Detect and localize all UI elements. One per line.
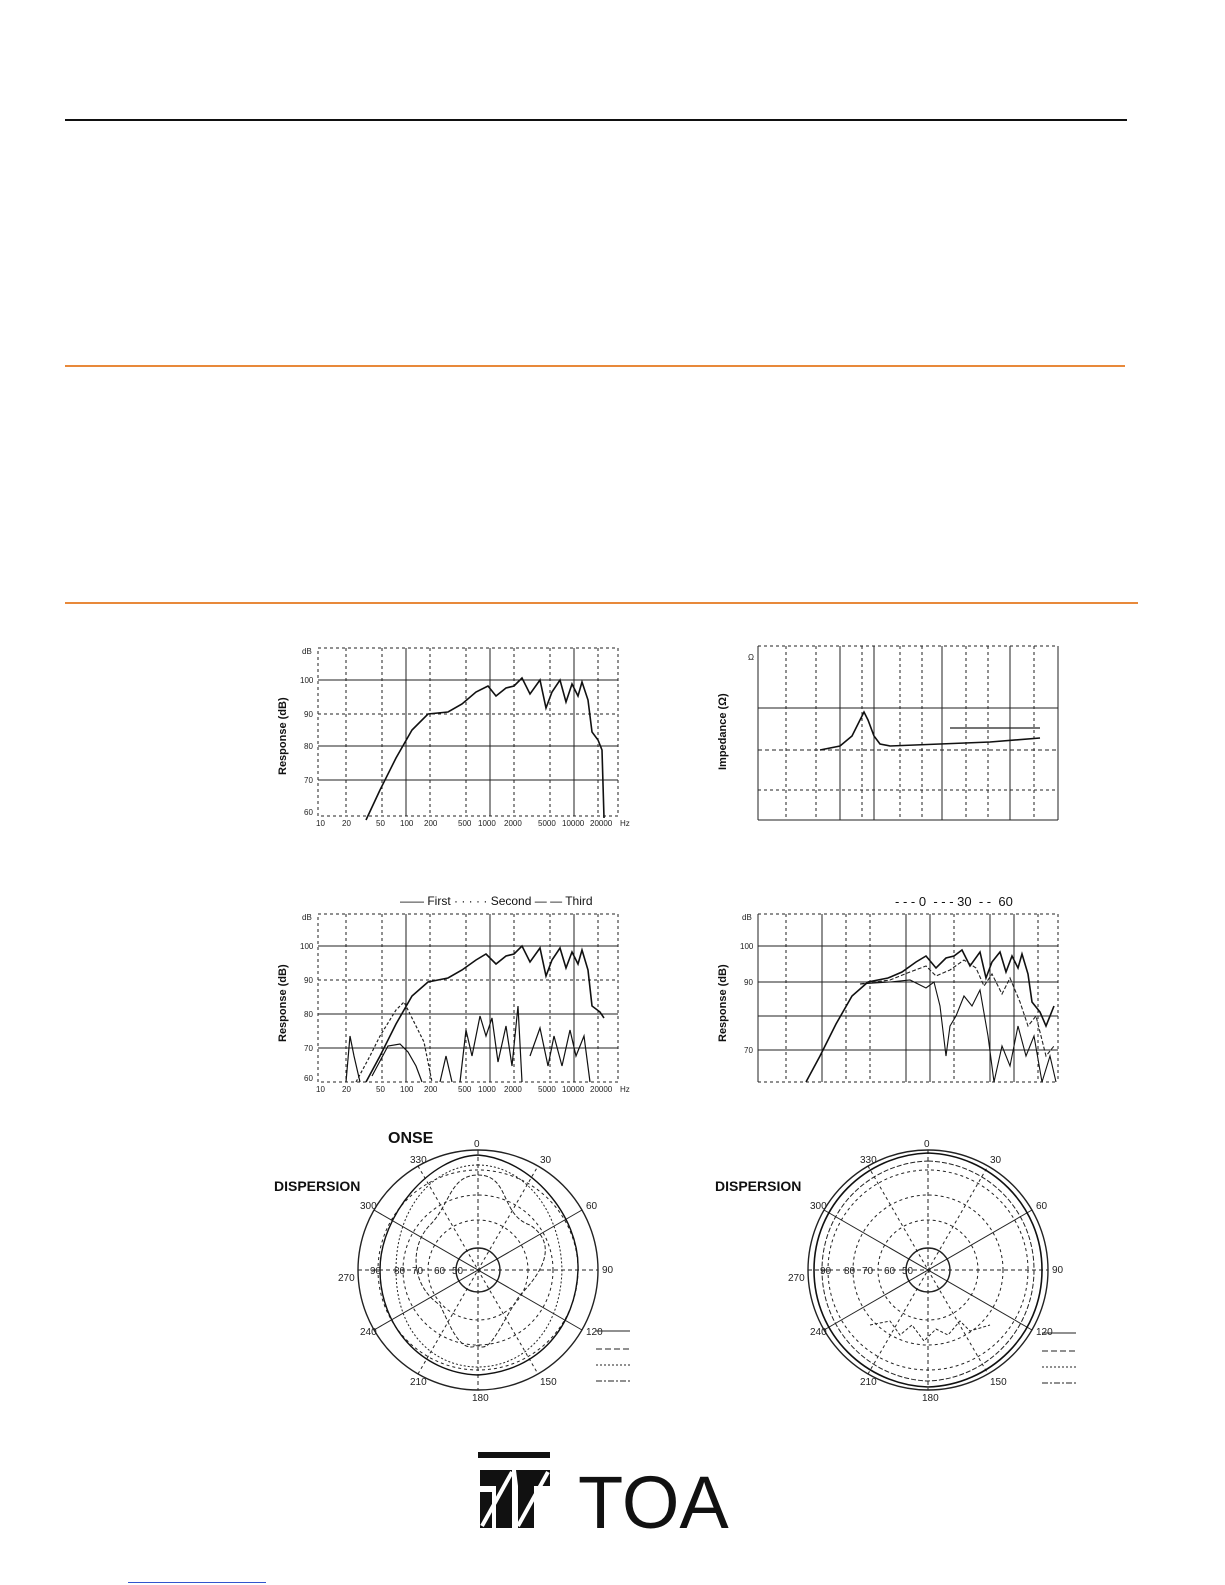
- footer-link-underline: [128, 1582, 266, 1583]
- legend-second: Second: [490, 894, 532, 908]
- angle-label: 120: [586, 1327, 603, 1338]
- freq-response-ylabel: Response (dB): [277, 697, 289, 775]
- xtick: 2000: [504, 1085, 522, 1094]
- legend-first: First: [427, 894, 451, 908]
- angle-label: 60: [1036, 1201, 1048, 1212]
- ytick: 80: [304, 742, 313, 751]
- ring-label: 70: [862, 1266, 874, 1277]
- angle-label: 330: [410, 1155, 427, 1166]
- angle-label: 0: [924, 1139, 930, 1150]
- xtick: 10: [316, 1085, 325, 1094]
- ytick: 80: [304, 1010, 313, 1019]
- angle-label: 180: [472, 1393, 489, 1404]
- ring-label: 90: [820, 1266, 832, 1277]
- ytick: 60: [304, 1074, 313, 1083]
- ytick: 100: [300, 942, 314, 951]
- xtick: 10000: [562, 1085, 585, 1094]
- ytick: 60: [304, 808, 313, 817]
- angle-label: 330: [860, 1155, 877, 1166]
- xtick: 5000: [538, 819, 556, 828]
- angle-label: 0: [474, 1139, 480, 1150]
- ring-label: 50: [902, 1266, 914, 1277]
- ytick: dB: [302, 913, 312, 922]
- xtick: 10: [316, 819, 325, 828]
- ytick: 70: [304, 1044, 313, 1053]
- ytick: Ω: [748, 653, 754, 662]
- angle-label: 150: [990, 1377, 1007, 1388]
- freq-response-graph: [300, 640, 640, 830]
- legend-line: — —: [534, 894, 563, 908]
- ytick: dB: [742, 913, 752, 922]
- xtick: 20000: [590, 819, 613, 828]
- ring-label: 60: [434, 1266, 446, 1277]
- angle-label: 90: [1052, 1265, 1064, 1276]
- xtick: 500: [458, 819, 472, 828]
- off-axis-legend: - - - 0 - - - 30 - - 60: [895, 894, 1013, 909]
- toa-logo: [478, 1452, 748, 1544]
- ytick: 100: [740, 942, 754, 951]
- angle-label: 30: [990, 1155, 1002, 1166]
- legend-line: · · · · ·: [454, 894, 488, 908]
- ytick: 90: [304, 976, 313, 985]
- xtick: 50: [376, 819, 385, 828]
- xtick: 200: [424, 819, 438, 828]
- angle-label: 240: [810, 1327, 827, 1338]
- toa-logo-text: TOA: [578, 1461, 729, 1544]
- distortion-ylabel: Response (dB): [277, 964, 289, 1042]
- section-divider-1: [65, 365, 1125, 367]
- off-axis-graph: [740, 906, 1070, 1096]
- angle-label: 210: [860, 1377, 877, 1388]
- angle-label: 300: [810, 1201, 827, 1212]
- dispersion-label-right: DISPERSION: [715, 1178, 802, 1194]
- legend-line: ——: [400, 894, 424, 908]
- angle-label: 60: [586, 1201, 598, 1212]
- ytick: 100: [300, 676, 314, 685]
- toa-logo-mark: [478, 1452, 748, 1544]
- top-divider: [65, 119, 1127, 121]
- off-axis-ylabel: Response (dB): [717, 964, 729, 1042]
- ytick: dB: [302, 647, 312, 656]
- xtick: 1000: [478, 819, 496, 828]
- angle-label: 300: [360, 1201, 377, 1212]
- xtick: 100: [400, 1085, 414, 1094]
- ring-label: 70: [412, 1266, 424, 1277]
- impedance-graph: [740, 640, 1070, 830]
- angle-label: 210: [410, 1377, 427, 1388]
- polar-plot-right: [790, 1135, 1080, 1405]
- angle-label: 90: [602, 1265, 614, 1276]
- ytick: 70: [304, 776, 313, 785]
- ring-label: 60: [884, 1266, 896, 1277]
- xtick: 2000: [504, 819, 522, 828]
- xtick: 200: [424, 1085, 438, 1094]
- xtick: 50: [376, 1085, 385, 1094]
- ytick: 90: [744, 978, 753, 987]
- xtick: 1000: [478, 1085, 496, 1094]
- legend-30: 30: [957, 894, 972, 909]
- impedance-curve: [820, 712, 1040, 750]
- angle-label: 180: [922, 1393, 939, 1404]
- legend-third: Third: [565, 894, 593, 908]
- angle-label: 150: [540, 1377, 557, 1388]
- dispersion-label-left: DISPERSION: [274, 1178, 361, 1194]
- polar-plot-left: [340, 1135, 640, 1405]
- angle-label: 120: [1036, 1327, 1053, 1338]
- legend-60: 60: [998, 894, 1013, 909]
- distortion-graph: [300, 906, 640, 1096]
- xtick: 5000: [538, 1085, 556, 1094]
- legend-0: 0: [918, 894, 927, 909]
- xtick: 20: [342, 819, 351, 828]
- xtick: 20000: [590, 1085, 613, 1094]
- xtick: 20: [342, 1085, 351, 1094]
- xtick: Hz: [620, 1085, 630, 1094]
- ytick: 90: [304, 710, 313, 719]
- freq-response-curve: [366, 678, 604, 820]
- angle-label: 270: [788, 1273, 805, 1284]
- ring-label: 80: [844, 1266, 856, 1277]
- angle-label: 30: [540, 1155, 552, 1166]
- ring-label: 80: [394, 1266, 406, 1277]
- ytick: 70: [744, 1046, 753, 1055]
- polar-heading-partial: ONSE: [388, 1130, 434, 1147]
- ring-label: 50: [452, 1266, 464, 1277]
- section-divider-2: [65, 602, 1138, 604]
- angle-label: 240: [360, 1327, 377, 1338]
- ring-label: 90: [370, 1266, 382, 1277]
- angle-label: 270: [338, 1273, 355, 1284]
- xtick: 10000: [562, 819, 585, 828]
- impedance-ylabel: Impedance (Ω): [717, 693, 729, 770]
- xtick: Hz: [620, 819, 630, 828]
- xtick: 500: [458, 1085, 472, 1094]
- xtick: 100: [400, 819, 414, 828]
